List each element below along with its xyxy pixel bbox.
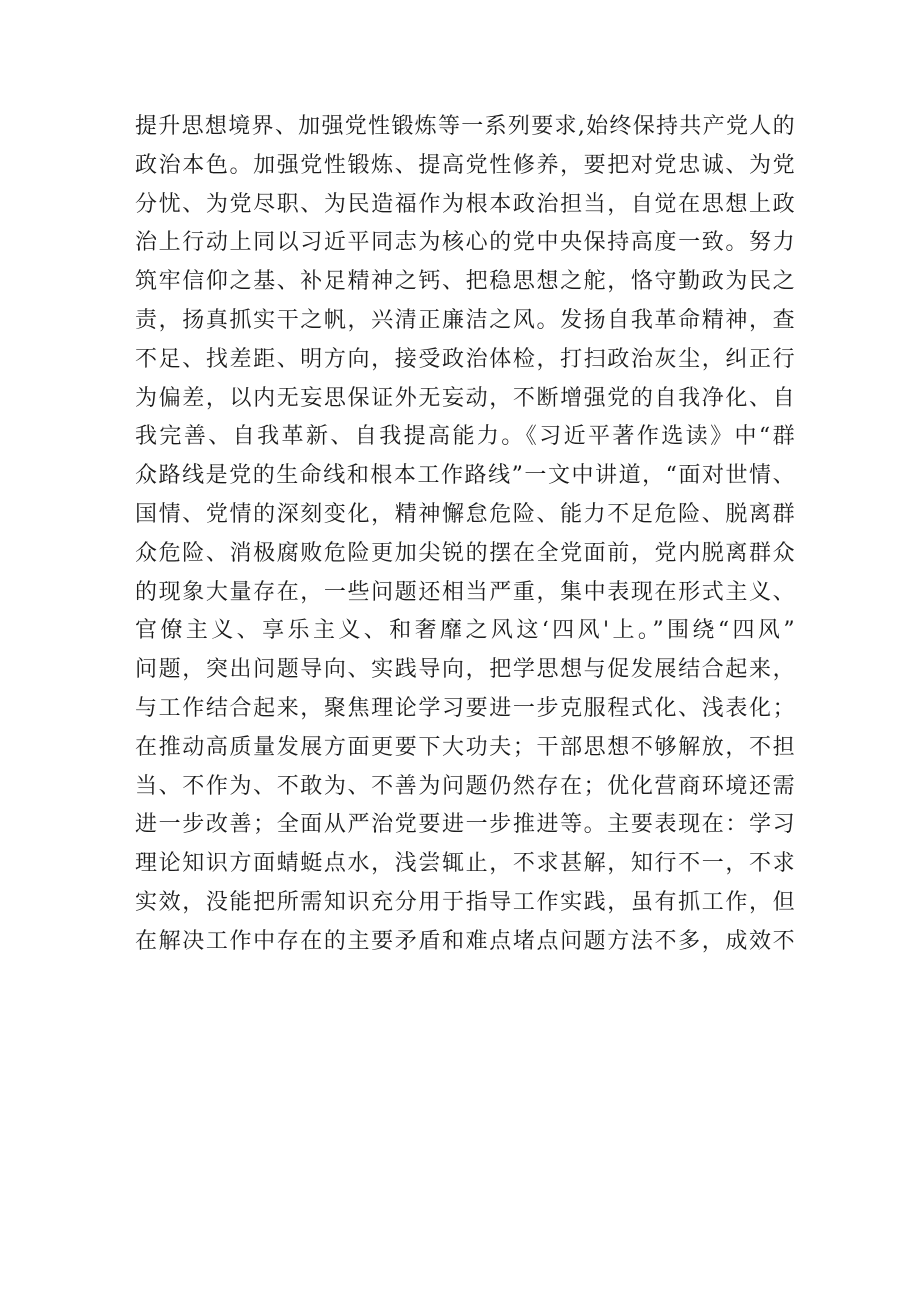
text-line: 国情、党情的深刻变化，精神懈怠危险、能力不足危险、脱离群 xyxy=(135,501,795,527)
text-line: 在推动高质量发展方面更要下大功夫；干部思想不够解放，不担 xyxy=(135,734,795,760)
text-line: 官僚主义、享乐主义、和奢靡之风这‘四风'上。”围绕“四风” xyxy=(135,618,795,644)
text-line: 提升思想境界、加强党性锻炼等一系列要求,始终保持共产党人的 xyxy=(135,114,795,139)
text-line: 众危险、消极腐败危险更加尖锐的摆在全党面前，党内脱离群众 xyxy=(135,540,795,566)
text-line: 理论知识方面蜻蜓点水，浅尝辄止，不求甚解，知行不一，不求 xyxy=(135,851,795,877)
body-text xyxy=(135,108,795,962)
text-line: 在解决工作中存在的主要矛盾和难点堵点问题方法不多，成效不 xyxy=(135,928,795,954)
text-line: 责，扬真抓实干之帆，兴清正廉洁之风。发扬自我革命精神，查 xyxy=(135,307,795,333)
text-line: 众路线是党的生命线和根本工作路线”一文中讲道，“面对世情、 xyxy=(135,463,795,489)
text-line: 不足、找差距、明方向，接受政治体检，打扫政治灰尘，纠正行 xyxy=(135,346,795,372)
text-line: 分忧、为党尽职、为民造福作为根本政治担当，自觉在思想上政 xyxy=(135,191,795,217)
text-line: 进一步改善；全面从严治党要进一步推进等。主要表现在：学习 xyxy=(135,812,795,838)
text-line: 实效，没能把所需知识充分用于指导工作实践，虽有抓工作，但 xyxy=(135,889,795,915)
text-line: 治上行动上同以习近平同志为核心的党中央保持高度一致。努力 xyxy=(135,230,795,256)
text-line: 与工作结合起来，聚焦理论学习要进一步克服程式化、浅表化； xyxy=(135,695,795,721)
text-line: 政治本色。加强党性锻炼、提高党性修养，要把对党忠诚、为党 xyxy=(135,152,795,178)
text-line: 筑牢信仰之基、补足精神之钙、把稳思想之舵，恪守勤政为民之 xyxy=(135,269,795,295)
text-line: 为偏差，以内无妄思保证外无妄动，不断增强党的自我净化、自 xyxy=(135,385,795,411)
text-line: 的现象大量存在，一些问题还相当严重，集中表现在形式主义、 xyxy=(135,579,795,605)
text-line: 问题，突出问题导向、实践导向，把学思想与促发展结合起来， xyxy=(135,657,795,683)
text-line: 我完善、自我革新、自我提高能力。《习近平著作选读》中“群 xyxy=(135,424,795,450)
text-line: 当、不作为、不敢为、不善为问题仍然存在；优化营商环境还需 xyxy=(135,773,795,799)
